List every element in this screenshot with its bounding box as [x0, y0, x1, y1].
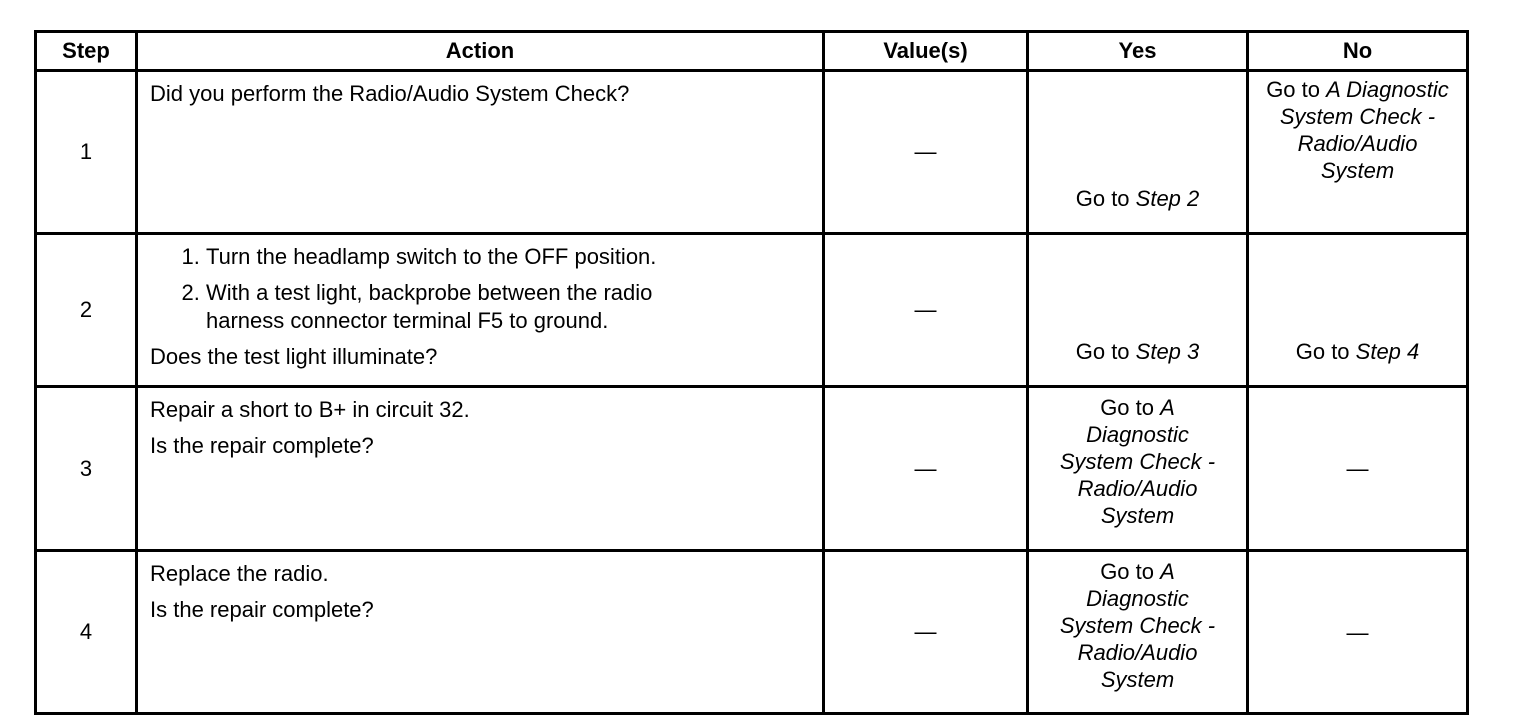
no-link[interactable]: [1257, 76, 1458, 184]
no-prefix: Go to: [1266, 77, 1327, 102]
step-number: 4: [36, 551, 137, 714]
action-text: Replace the radio.: [150, 561, 329, 586]
yes-cell: [1028, 551, 1248, 714]
table-row: [36, 387, 1468, 551]
yes-target: A Diagnostic System Check - Radio/Audio System: [1059, 559, 1216, 692]
no-cell: —: [1248, 387, 1468, 551]
yes-prefix: Go to: [1075, 339, 1136, 364]
no-cell: —: [1248, 551, 1468, 714]
action-step: 2. With a test light, backprobe between the radio harness connector terminal F5 to ground.: [206, 279, 812, 335]
yes-link[interactable]: [1037, 185, 1238, 212]
action-text: Did you perform the Radio/Audio System Check?: [150, 81, 630, 106]
value-cell: —: [824, 71, 1028, 234]
table-row: [36, 551, 1468, 714]
value-cell: —: [824, 387, 1028, 551]
no-target: Step 4: [1355, 339, 1420, 364]
action-cell: [137, 387, 824, 551]
action-question: Is the repair complete?: [150, 597, 374, 622]
action-text: Repair a short to B+ in circuit 32.: [150, 397, 470, 422]
no-target: A Diagnostic System Check - Radio/Audio System: [1279, 77, 1449, 183]
no-link[interactable]: [1257, 338, 1458, 365]
yes-target: Step 3: [1135, 339, 1200, 364]
action-cell: [137, 71, 824, 234]
yes-cell: [1028, 387, 1248, 551]
table-row: [36, 234, 1468, 387]
header-action: Action: [137, 32, 824, 71]
header-step: Step: [36, 32, 137, 71]
action-steps-list: [150, 243, 812, 335]
step-number: 2: [36, 234, 137, 387]
yes-link[interactable]: [1037, 558, 1238, 693]
header-yes: Yes: [1028, 32, 1248, 71]
yes-cell: [1028, 234, 1248, 387]
no-cell: [1248, 234, 1468, 387]
header-values: Value(s): [824, 32, 1028, 71]
no-cell: [1248, 71, 1468, 234]
step-number: 1: [36, 71, 137, 234]
action-cell: [137, 551, 824, 714]
step-number: 3: [36, 387, 137, 551]
action-question: Does the test light illuminate?: [150, 344, 438, 369]
header-row: [36, 32, 1468, 71]
action-question: Is the repair complete?: [150, 433, 374, 458]
value-cell: —: [824, 551, 1028, 714]
yes-cell: [1028, 71, 1248, 234]
action-step: 1. Turn the headlamp switch to the OFF position.: [206, 243, 812, 271]
yes-target: Step 2: [1135, 186, 1200, 211]
diagnostic-table: [34, 30, 1469, 715]
no-prefix: Go to: [1295, 339, 1356, 364]
yes-prefix: Go to: [1100, 559, 1161, 584]
yes-link[interactable]: [1037, 338, 1238, 365]
yes-link[interactable]: [1037, 394, 1238, 529]
yes-prefix: Go to: [1075, 186, 1136, 211]
table-row: [36, 71, 1468, 234]
action-cell: [137, 234, 824, 387]
header-no: No: [1248, 32, 1468, 71]
yes-target: A Diagnostic System Check - Radio/Audio System: [1059, 395, 1216, 528]
yes-prefix: Go to: [1100, 395, 1161, 420]
value-cell: —: [824, 234, 1028, 387]
